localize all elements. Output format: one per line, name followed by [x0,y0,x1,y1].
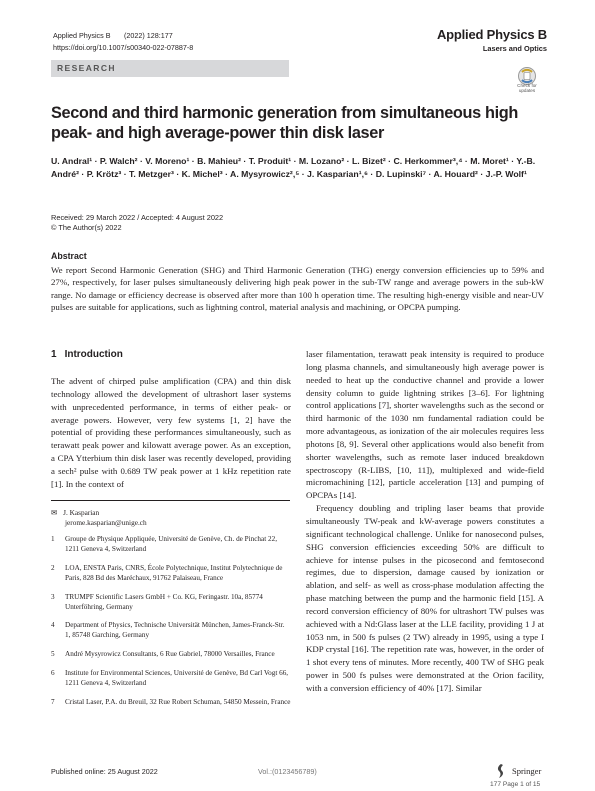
publisher-name: Springer [512,766,542,776]
affiliation-item [51,698,291,708]
check-for-updates-label[interactable] [506,83,548,93]
received-accepted-dates: Received: 29 March 2022 / Accepted: 4 August 2022 [51,213,224,222]
springer-logo-icon [493,763,509,779]
body-paragraph: The advent of chirped pulse amplification (CPA) and thin disk technology allowed the development of ultrashort laser systems with unprecedented performance, in terms of either peak- or average powers. However, very few systems [1, 2] have the potential of providing these performances simultaneously, such as terawatt peak power and kilowatt average power. As an exception, a CPA Ytterbium thin disk laser was recently developed, providing a sech² pulse with 0.689 TW peak power at 1 kHz repetition rate [1]. In the context of [51,376,291,489]
affiliation-item [51,669,291,689]
affiliation-item [51,564,291,584]
body-paragraph: Frequency doubling and tripling laser beams that provide simultaneously TW-peak and kW-average powers constitutes a significant technological challenge. Unlike for nanosecond pulses, SHG conversion efficiencies exceeding 50% are difficult to achieve for intense pulses in the picosecond and femtosecond regimes, due to dispersion, damage caused by ionization or ablation, and self- as well as cross-phase modulation affecting the phase matching between the pump and the harmonic field [15]. A record conversion efficiency of 80% for ultrashort TW pulses was achieved with a Nd:Glass laser at the LLE facility, providing 1 J at 1053 nm, in 500 fs pulses (2 TW) already in 1995, using a type I KDP crystal [16]. The repetition rate was, however, in the order of 1 shot every tens of minutes. More recently, 400 TW of SHG peak power in 500 fs pulses were demonstrated at the Orion facility, with a conversion efficiency of 40% [17]. Similar [306,503,544,693]
doi-link[interactable]: https://doi.org/10.1007/s00340-022-07887-8 [53,43,194,52]
affiliation-text: André Mysyrowicz Consultants, 6 Rue Gabriel, 78000 Versailles, France [65,650,275,659]
check-for-updates-icon[interactable] [511,66,543,98]
affiliation-item [51,593,291,613]
section-number: 1 [51,349,57,360]
affiliation-number: 1 [51,535,55,543]
author-list: U. Andral¹ · P. Walch² · V. Moreno¹ · B. Mahieu² · T. Produit¹ · M. Lozano² · L. Bizet² · C. Herkommer³,⁴ · M. Moret¹ · Y.-B. André² · P. Krötz³ · T. Metzger³ · K. Michel³ · A. Mysyrowicz²,⁵ · J. Kasparian¹,⁶ · D. Lupinski⁷ · A. Houard² · J.-P. Wolf¹ [51,156,536,179]
affiliation-number: 6 [51,669,55,678]
journal-brand-subtitle: Lasers and Optics [482,44,547,53]
page-number: 177 Page 1 of 15 [490,781,541,788]
article-title: Second and third harmonic generation from simultaneous high peak- and high average-power thin disk laser [51,104,518,142]
section-title: Introduction [64,349,123,360]
affiliation-text: TRUMPF Scientific Lasers GmbH + Co. KG, Feringastr. 10a, 85774 Unterföhring, Germany [65,592,263,611]
year-volume: (2022) 128:177 [124,31,173,40]
body-paragraph: laser filamentation, terawatt peak intensity is required to produce long plasma channels, and simultaneously high average power is needed to heat up the conductive channel and provide a lower density column to guide lightning strikes [3–6]. For lightning control applications [7], shorter wavelengths such as the second or third harmonic of the 1030 nm fundamental radiation could be more advantageous, as ionization of the air molecules requires less photons [8, 9]. Several other applications would also benefit from shorter wavelengths, such as remote laser induced breakdown spectroscopy (R-LIBS, [10, 11]), multiplexed and wide-field micromachining [12], particle acceleration [13] and pumping of OPCPAs [14]. [306,349,544,501]
affiliation-text: LOA, ENSTA Paris, CNRS, École Polytechnique, Institut Polytechnique de Paris, 828 Bd des Maréchaux, 91762 Palaiseau, France [65,563,283,582]
affiliation-number: 5 [51,650,55,659]
abstract-body: We report Second Harmonic Generation (SHG) and Third Harmonic Generation (THG) energy conversion efficiencies up to 59% and 27%, respectively, for laser pulses simultaneously delivering high peak power in the sub-TW range and average powers in the sub-kW range. No damage or efficiency decrease is observed after more than 100 h operation time. The resulting high-energy visible and near-UV pulses are suitable for applications, such as lightning control, material analysis and machining, or OPCPA pumping. [51,265,544,313]
corresponding-author [51,508,147,528]
footnote-divider [51,500,290,501]
affiliation-text: Cristal Laser, P.A. du Breuil, 32 Rue Robert Schuman, 54850 Messein, France [65,697,291,706]
envelope-icon: ✉ [51,508,58,517]
section-heading [51,349,123,360]
corresponding-author-email[interactable]: jerome.kasparian@unige.ch [65,518,147,527]
affiliation-number: 2 [51,563,55,572]
corresponding-author-name: J. Kasparian [63,508,100,517]
copyright-notice: © The Author(s) 2022 [51,223,122,232]
article-type-band [51,60,289,77]
affiliation-list [51,535,291,717]
published-online-date: Published online: 25 August 2022 [51,767,158,776]
journal-brand-title: Applied Physics B [436,27,547,42]
affiliation-number: 7 [51,697,55,706]
journal-name: Applied Physics B [53,31,111,40]
affiliation-item [51,621,291,641]
check-for-updates-line1: Check for [517,83,537,88]
abstract-heading: Abstract [51,251,87,261]
affiliation-item [51,535,291,555]
body-column-left [51,375,291,491]
body-column-right [306,348,544,695]
article-type-label: RESEARCH [57,63,116,73]
footer-volume-code: Vol.:(0123456789) [258,767,317,776]
affiliation-item [51,650,291,660]
affiliation-text: Groupe de Physique Appliquée, Université de Genève, Ch. de Pinchat 22, 1211 Geneva 4, Switzerland [65,535,277,553]
check-for-updates-line2: updates [518,88,536,93]
affiliation-number: 3 [51,592,55,601]
affiliation-text: Department of Physics, Technische Universität München, James-Franck-Str. 1, 85748 Garching, Germany [65,621,285,640]
affiliation-number: 4 [51,621,55,630]
affiliation-text: Institute for Environmental Sciences, Université de Genève, Bd Carl Vogt 66, 1211 Geneva 4, Switzerland [65,669,289,688]
